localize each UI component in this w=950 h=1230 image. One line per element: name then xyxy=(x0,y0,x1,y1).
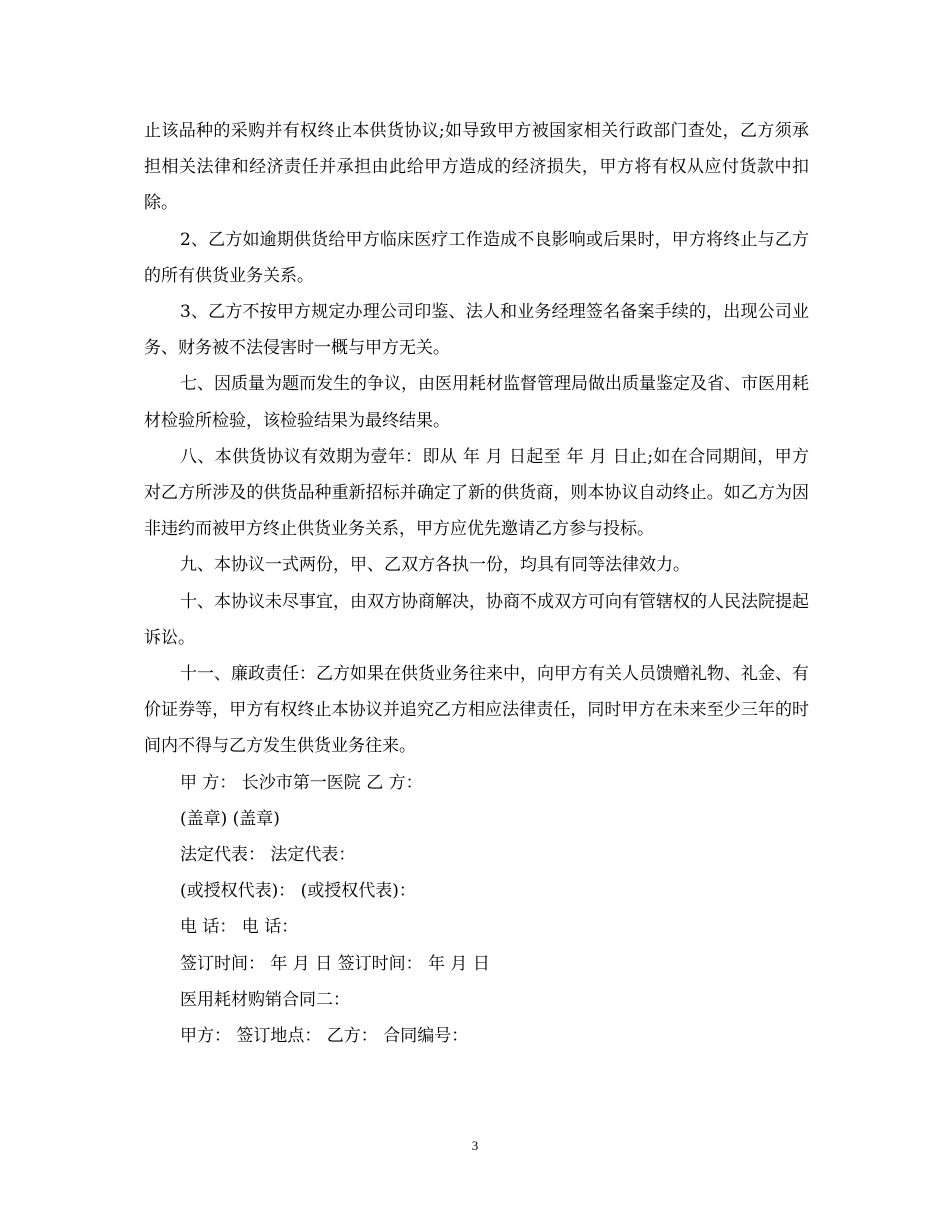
paragraph-article-10: 十、本协议未尽事宜，由双方协商解决，协商不成双方可向有管辖权的人民法院提起诉讼。 xyxy=(144,591,809,648)
paragraph-continuation: 止该品种的采购并有权终止本供货协议;如导致甲方被国家相关行政部门查处，乙方须承担相关法律和经济责任并承担由此给甲方造成的经济损失，甲方将有权从应付货款中扣除。 xyxy=(144,121,809,214)
paragraph-article-7: 七、因质量为题而发生的争议，由医用耗材监督管理局做出质量鉴定及省、市医用耗材检验所检验，该检验结果为最终结果。 xyxy=(144,374,809,431)
paragraph-clause-2: 2、乙方如逾期供货给甲方临床医疗工作造成不良影响或后果时，甲方将终止与乙方的所有供货业务关系。 xyxy=(144,229,809,286)
page-number: 3 xyxy=(471,1138,479,1153)
document-body xyxy=(144,113,809,1054)
signature-date-line: 签订时间： 年 月 日 签订时间： 年 月 日 xyxy=(180,953,490,974)
signature-parties-line: 甲 方： 长沙市第一医院 乙 方： xyxy=(180,772,423,793)
paragraph-article-9: 九、本协议一式两份，甲、乙双方各执一份，均具有同等法律效力。 xyxy=(180,555,690,576)
signature-authorized-rep-line: (或授权代表)： (或授权代表)： xyxy=(180,881,416,902)
contract-two-heading: 医用耗材购销合同二： xyxy=(180,989,350,1010)
signature-seal-line: (盖章) (盖章) xyxy=(180,808,280,829)
signature-phone-line: 电 话： 电 话： xyxy=(180,917,299,938)
signature-legal-rep-line: 法定代表： 法定代表： xyxy=(180,845,356,866)
contract-two-parties-line: 甲方： 签订地点： 乙方： 合同编号： xyxy=(180,1026,469,1047)
paragraph-clause-3: 3、乙方不按甲方规定办理公司印鉴、法人和业务经理签名备案手续的，出现公司业务、财务被不法侵害时一概与甲方无关。 xyxy=(144,302,809,359)
paragraph-article-11: 十一、廉政责任：乙方如果在供货业务往来中，向甲方有关人员馈赠礼物、礼金、有价证券等，甲方有权终止本协议并追究乙方相应法律责任，同时甲方在未来至少三年的时间内不得与乙方发生供货业务往来。 xyxy=(144,664,809,757)
paragraph-article-8: 八、本供货协议有效期为壹年：即从 年 月 日起至 年 月 日止;如在合同期间，甲方对乙方所涉及的供货品种重新招标并确定了新的供货商，则本协议自动终止。如乙方为因非违约而被甲方终止供货业务关系，甲方应优先邀请乙方参与投标。 xyxy=(144,446,809,540)
